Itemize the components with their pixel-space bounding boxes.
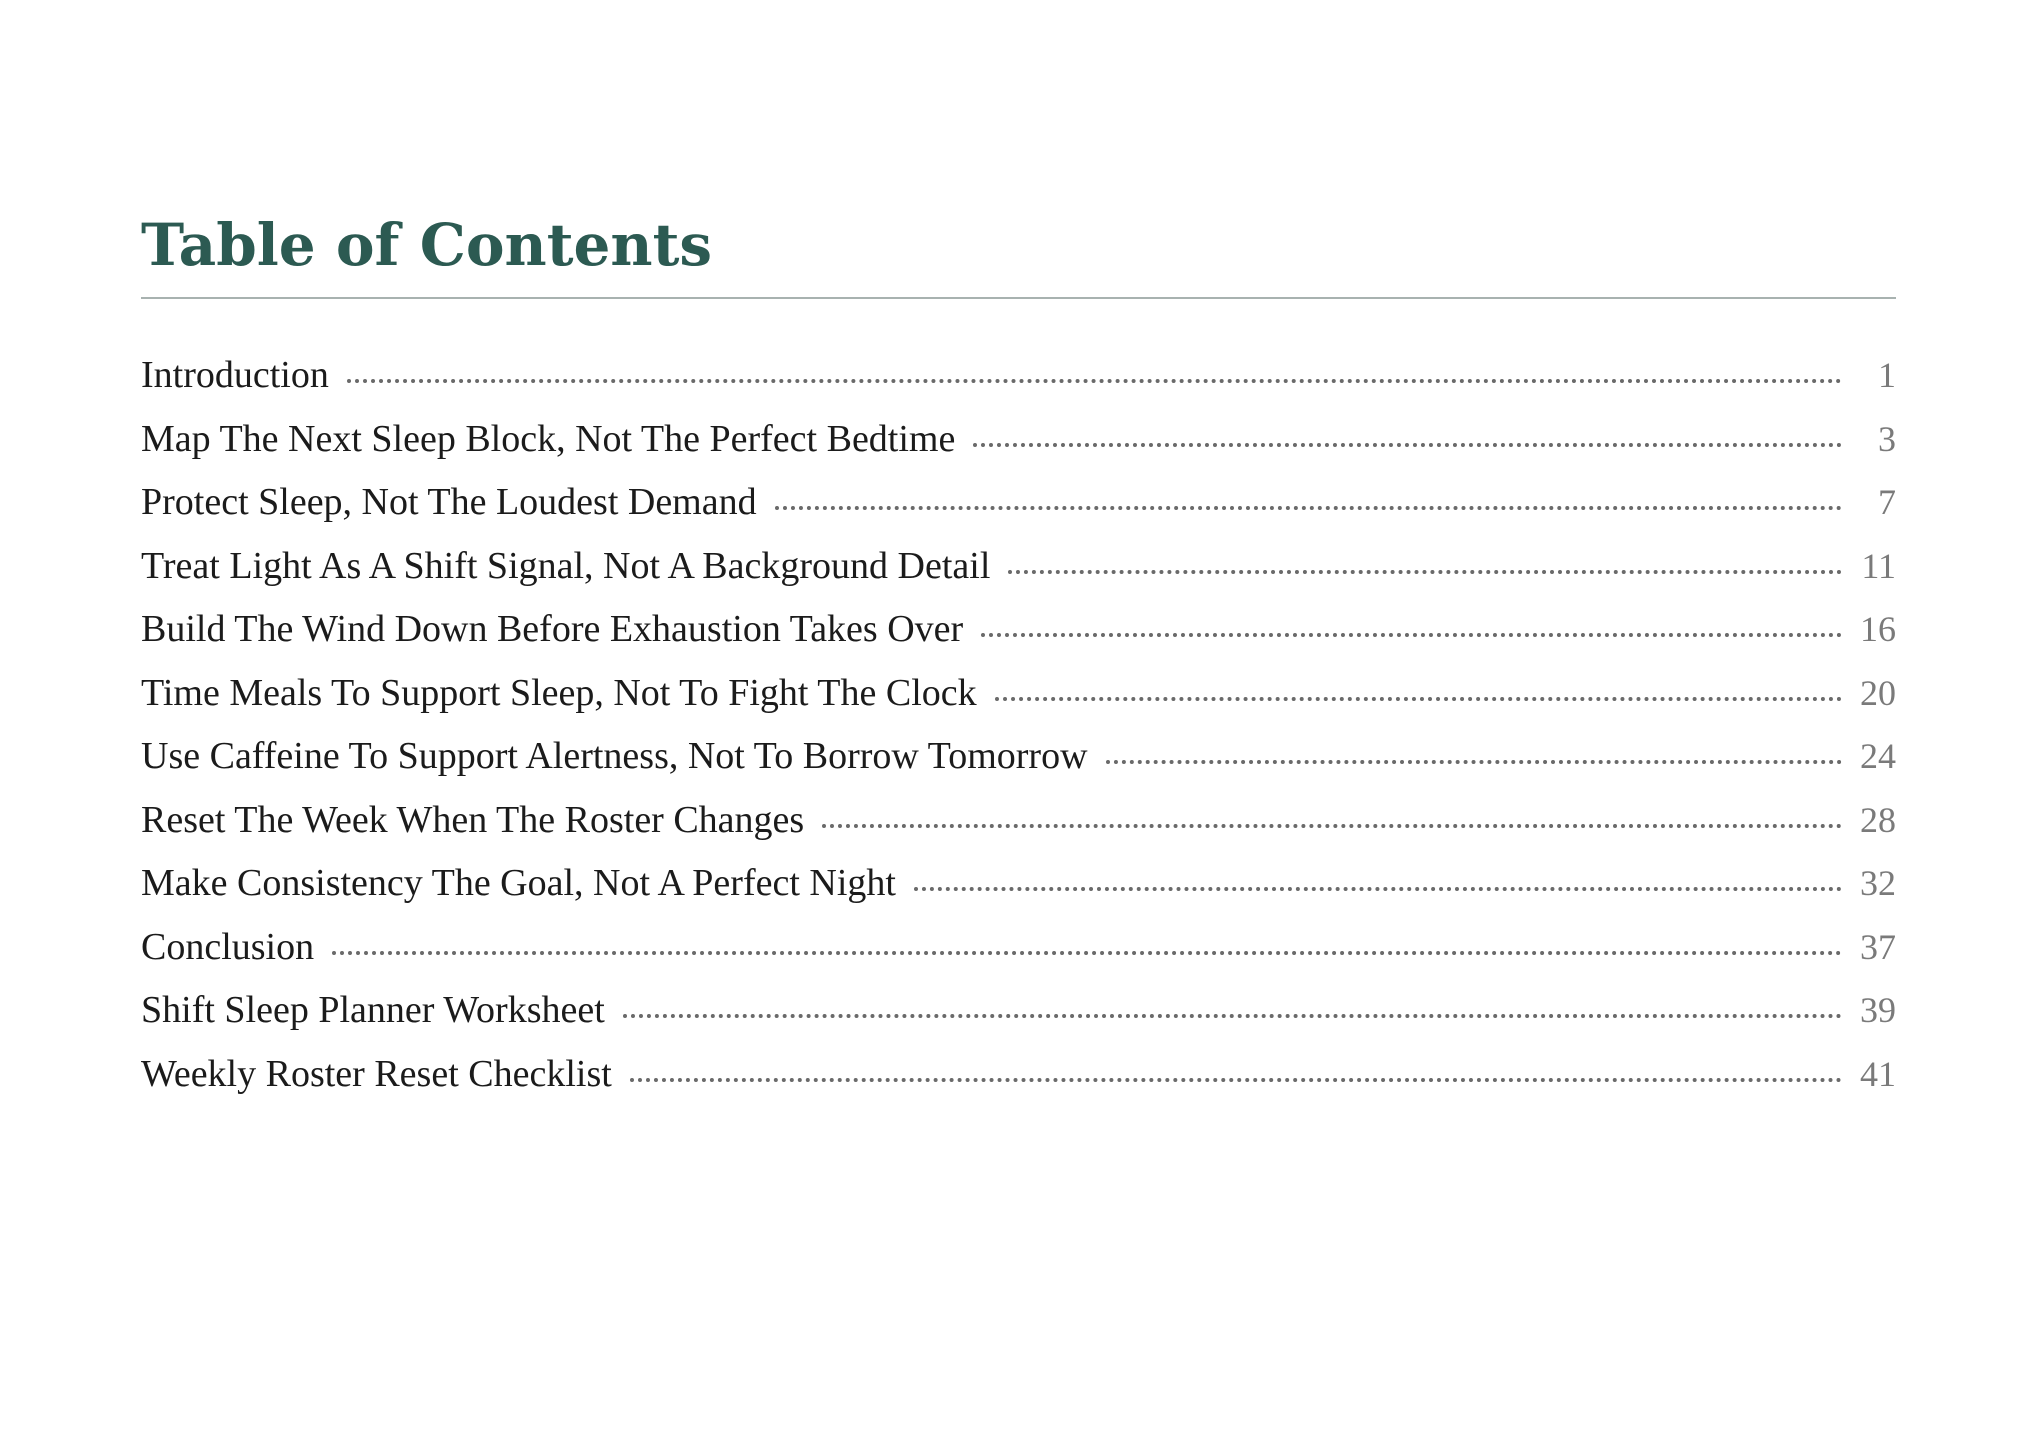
toc-page-number[interactable]: 32	[1860, 863, 1896, 903]
toc-entry-title[interactable]: Conclusion	[141, 925, 315, 968]
toc-entry[interactable]	[141, 353, 1896, 417]
dot-leader	[630, 1078, 1842, 1082]
toc-entry[interactable]	[141, 925, 1896, 989]
toc-entry-title[interactable]: Map The Next Sleep Block, Not The Perfect Bedtime	[141, 417, 956, 460]
title-divider	[141, 297, 1896, 299]
dot-leader	[914, 887, 1842, 891]
page-title: Table of Contents	[141, 211, 713, 279]
toc-entry-title[interactable]: Use Caffeine To Support Alertness, Not To Borrow Tomorrow	[141, 735, 1088, 777]
toc-entry[interactable]	[141, 671, 1896, 735]
dot-leader	[347, 379, 1842, 383]
toc-page-number[interactable]: 1	[1878, 355, 1896, 395]
dot-leader	[623, 1014, 1842, 1018]
toc-page-number[interactable]: 24	[1860, 736, 1896, 776]
toc-entry-title[interactable]: Introduction	[141, 354, 329, 396]
toc-page	[141, 205, 1896, 1115]
toc-entry[interactable]	[141, 861, 1896, 925]
toc-entry[interactable]	[141, 417, 1896, 481]
toc-entry[interactable]	[141, 1052, 1896, 1116]
toc-page-number[interactable]: 16	[1860, 609, 1896, 649]
toc-page-number[interactable]: 28	[1860, 799, 1896, 840]
dot-leader	[1008, 570, 1842, 574]
toc-page-number[interactable]: 11	[1861, 545, 1896, 586]
toc-page-number[interactable]: 3	[1878, 418, 1896, 459]
dot-leader	[332, 951, 1842, 955]
toc-entry[interactable]	[141, 734, 1896, 798]
toc-entry[interactable]	[141, 798, 1896, 862]
toc-entry-title[interactable]: Make Consistency The Goal, Not A Perfect Night	[141, 862, 896, 904]
toc-entry-title[interactable]: Time Meals To Support Sleep, Not To Fight The Clock	[141, 671, 977, 714]
dot-leader	[1106, 760, 1842, 764]
toc-page-number[interactable]: 39	[1860, 990, 1896, 1030]
toc-entry-title[interactable]: Shift Sleep Planner Worksheet	[141, 989, 605, 1031]
toc-entry[interactable]	[141, 544, 1896, 608]
toc-entry[interactable]	[141, 988, 1896, 1052]
toc-entry[interactable]	[141, 480, 1896, 544]
toc-page-number[interactable]: 37	[1860, 926, 1896, 967]
toc-entry-title[interactable]: Build The Wind Down Before Exhaustion Takes Over	[141, 608, 964, 650]
toc-entry-title[interactable]: Weekly Roster Reset Checklist	[141, 1052, 612, 1095]
toc-page-number[interactable]: 20	[1860, 672, 1896, 713]
toc-page-number[interactable]: 41	[1860, 1053, 1896, 1094]
toc-list	[141, 353, 1896, 1115]
toc-entry-title[interactable]: Protect Sleep, Not The Loudest Demand	[141, 481, 757, 523]
dot-leader	[995, 697, 1842, 701]
dot-leader	[822, 824, 1842, 828]
dot-leader	[973, 443, 1842, 447]
dot-leader	[775, 506, 1842, 510]
dot-leader	[981, 633, 1842, 637]
toc-entry-title[interactable]: Treat Light As A Shift Signal, Not A Background Detail	[141, 544, 991, 587]
toc-entry-title[interactable]: Reset The Week When The Roster Changes	[141, 798, 805, 841]
toc-entry[interactable]	[141, 607, 1896, 671]
toc-page-number[interactable]: 7	[1878, 482, 1896, 522]
